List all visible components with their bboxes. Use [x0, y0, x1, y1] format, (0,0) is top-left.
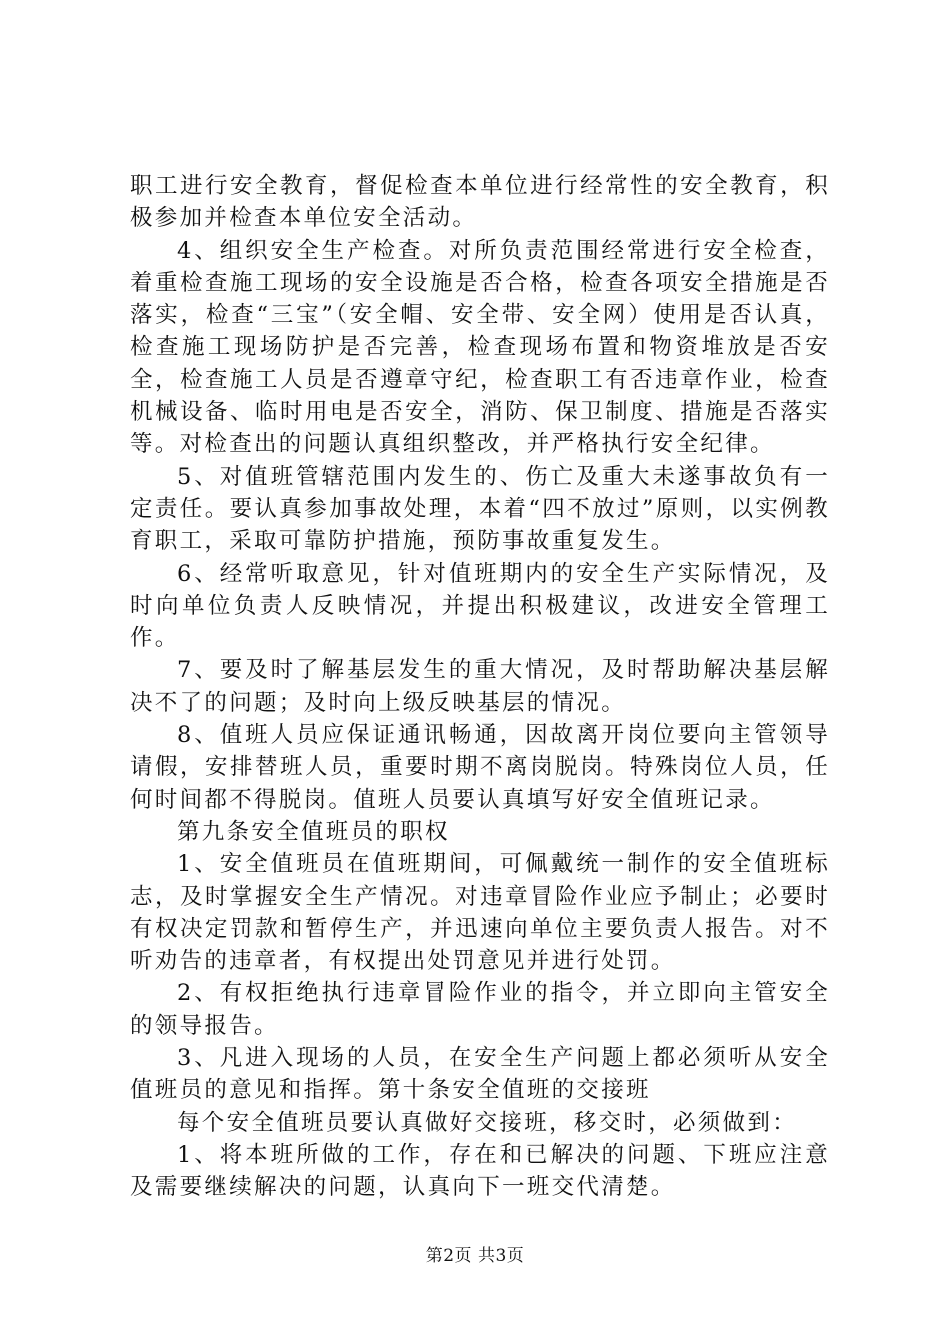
paragraph: 1、将本班所做的工作，存在和已解决的问题、下班应注意及需要继续解决的问题，认真向下一班交代清楚。: [130, 1141, 830, 1201]
paragraph: 5、对值班管辖范围内发生的、伤亡及重大未遂事故负有一定责任。要认真参加事故处理，本着“四不放过”原则，以实例教育职工，采取可靠防护措施，预防事故重复发生。: [130, 463, 830, 555]
section-heading: 第九条安全值班员的职权: [177, 818, 450, 845]
paragraph: 1、安全值班员在值班期间，可佩戴统一制作的安全值班标志，及时掌握安全生产情况。对违章冒险作业应予制止；必要时有权决定罚款和暂停生产，并迅速向单位主要负责人报告。对不听劝告的违章者，有权提出处罚意见并进行处罚。: [130, 851, 830, 975]
paragraph: 6、经常听取意见，针对值班期内的安全生产实际情况，及时向单位负责人反映情况，并提出积极建议，改进安全管理工作。: [130, 560, 830, 652]
paragraph: 2、有权拒绝执行违章冒险作业的指令，并立即向主管安全的领导报告。: [130, 980, 830, 1039]
paragraph: 3、凡进入现场的人员，在安全生产问题上都必须听从安全值班员的意见和指挥。第十条安全值班的交接班: [130, 1045, 830, 1104]
paragraph: 4、组织安全生产检查。对所负责范围经常进行安全检查，着重检查施工现场的安全设施是否合格，检查各项安全措施是否落实，检查“三宝”（安全帽、安全带、安全网）使用是否认真，检查施工现场防护是否完善，检查现场布置和物资堆放是否安全，检查施工人员是否遵章守纪，检查职工有否违章作业，检查机械设备、临时用电是否安全，消防、保卫制度、措施是否落实等。对检查出的问题认真组织整改，并严格执行安全纪律。: [130, 237, 830, 458]
paragraph: 7、要及时了解基层发生的重大情况，及时帮助解决基层解决不了的问题；及时向上级反映基层的情况。: [130, 657, 830, 716]
page-number-footer: 第2页 共3页: [425, 1246, 525, 1266]
paragraph: 8、值班人员应保证通讯畅通，因故离开岗位要向主管领导请假，安排替班人员，重要时期不离岗脱岗。特殊岗位人员，任何时间都不得脱岗。值班人员要认真填写好安全值班记录。: [130, 722, 830, 813]
paragraph: 职工进行安全教育，督促检查本单位进行经常性的安全教育，积极参加并检查本单位安全活动。: [130, 173, 830, 232]
document-body: [130, 170, 830, 1204]
paragraph: 每个安全值班员要认真做好交接班，移交时，必须做到：: [177, 1109, 798, 1136]
